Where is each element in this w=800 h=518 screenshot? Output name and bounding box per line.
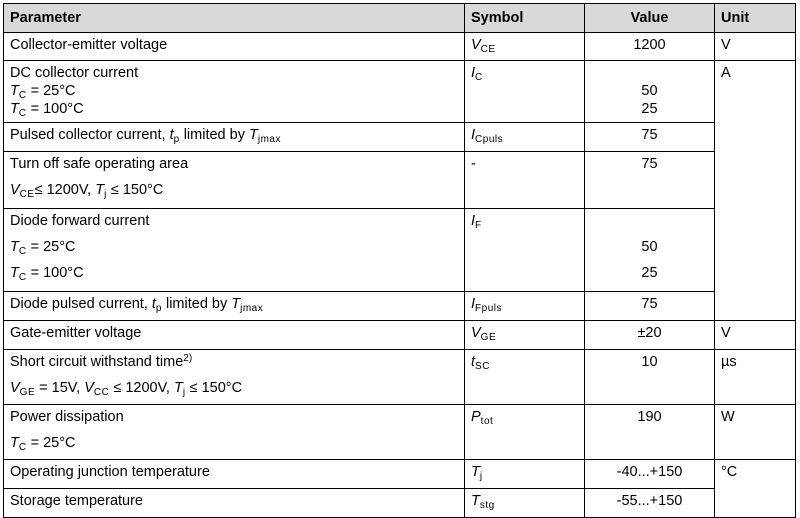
table-row <box>4 33 796 61</box>
symbol-cell: $V_{GE}$ <box>465 321 585 350</box>
unit-cell: W <box>715 405 796 460</box>
value-cell: 50 25 <box>585 61 715 123</box>
value-cell: 50 25 <box>585 209 715 292</box>
symbol-cell: $I_C$ <box>465 61 585 123</box>
table-header-row <box>4 4 796 33</box>
value-cell: 75 <box>585 292 715 321</box>
param-cell: Storage temperature <box>4 489 465 518</box>
unit-cell: V <box>715 321 796 350</box>
param-cell: Gate-emitter voltage <box>4 321 465 350</box>
table-row <box>4 61 796 123</box>
header-unit: Unit <box>715 4 796 33</box>
table-row <box>4 405 796 460</box>
header-symbol: Symbol <box>465 4 585 33</box>
symbol-cell: $T_{stg}$ <box>465 489 585 518</box>
value-cell: 1200 <box>585 33 715 61</box>
symbol-cell: $I_{Fpuls}$ <box>465 292 585 321</box>
symbol-cell: - <box>465 152 585 209</box>
symbol-cell: $I_{Cpuls}$ <box>465 123 585 152</box>
param-cell: Diode forward current $T_C = 25^\circ C$ $T_C = 100^\circ C$ <box>4 209 465 292</box>
param-cell: Power dissipation $T_C = 25^\circ C$ <box>4 405 465 460</box>
table-row <box>4 292 796 321</box>
param-cell: Diode pulsed current, $t_p$ limited by $T_{jmax}$ <box>4 292 465 321</box>
symbol-cell: $P_{tot}$ <box>465 405 585 460</box>
table-row <box>4 489 796 518</box>
table-row <box>4 123 796 152</box>
header-parameter: Parameter <box>4 4 465 33</box>
table-row <box>4 460 796 489</box>
param-cell: Operating junction temperature <box>4 460 465 489</box>
value-cell: 75 <box>585 152 715 209</box>
value-cell: -55...+150 <box>585 489 715 518</box>
table-row <box>4 152 796 209</box>
unit-cell: A <box>715 61 796 321</box>
symbol-cell: $I_F$ <box>465 209 585 292</box>
header-value: Value <box>585 4 715 33</box>
param-cell: Pulsed collector current, $t_p$ limited by $T_{jmax}$ <box>4 123 465 152</box>
value-cell: 190 <box>585 405 715 460</box>
param-cell: DC collector current $T_C = 25^\circ C$ $T_C = 100^\circ C$ <box>4 61 465 123</box>
table-row <box>4 321 796 350</box>
param-cell: Short circuit withstand time$^{2)}$ $V_{GE} = 15V$, $V_{CC} \le 1200V$, $T_j \le 150^\circ C$ <box>4 350 465 405</box>
symbol-cell: $T_j$ <box>465 460 585 489</box>
value-cell: -40...+150 <box>585 460 715 489</box>
unit-cell: V <box>715 33 796 61</box>
value-cell: ±20 <box>585 321 715 350</box>
symbol-cell: $V_{CE}$ <box>465 33 585 61</box>
unit-cell: °C <box>715 460 796 518</box>
symbol-cell: $t_{SC}$ <box>465 350 585 405</box>
param-cell: Turn off safe operating area $V_{CE}\le 1200V$, $T_j \le 150^\circ C$ <box>4 152 465 209</box>
unit-cell: µs <box>715 350 796 405</box>
table-row <box>4 350 796 405</box>
parameter-table <box>3 3 796 518</box>
table-row <box>4 209 796 292</box>
param-cell: Collector-emitter voltage <box>4 33 465 61</box>
value-cell: 10 <box>585 350 715 405</box>
value-cell: 75 <box>585 123 715 152</box>
